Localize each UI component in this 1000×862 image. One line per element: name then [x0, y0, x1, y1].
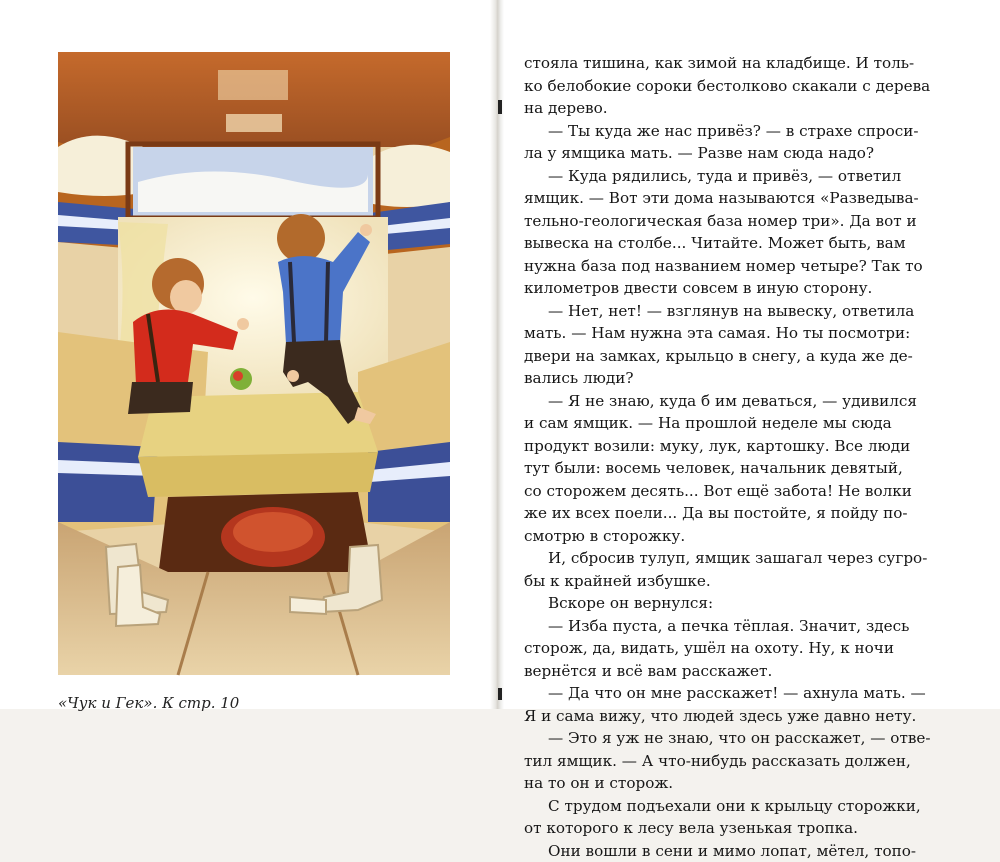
scan-artifact-mark [498, 688, 502, 700]
text-line: вернётся и всё вам расскажет. [524, 660, 964, 683]
text-line: тил ямщик. — А что-нибудь рассказать должен, [524, 750, 964, 773]
text-line: двери на замках, крыльцо в снегу, а куда же де- [524, 345, 964, 368]
paragraph [524, 165, 964, 300]
text-line: — Это я уж не знаю, что он расскажет, — отве- [524, 727, 964, 750]
paragraph [524, 300, 964, 390]
paragraph [524, 682, 964, 727]
text-line: — Ты куда же нас привёз? — в страхе спроси- [524, 120, 964, 143]
text-line: от которого к лесу вела узенькая тропка. [524, 817, 964, 840]
text-line: — Да что он мне расскажет! — ахнула мать. — [524, 682, 964, 705]
illustration-caption: «Чук и Гек». К стр. 10 [58, 694, 239, 712]
train-compartment-illustration [58, 52, 450, 675]
story-text [524, 52, 964, 862]
paragraph [524, 840, 964, 862]
text-line: ла у ямщика мать. — Разве нам сюда надо? [524, 142, 964, 165]
text-line: — Изба пуста, а печка тёплая. Значит, здесь [524, 615, 964, 638]
text-line: Они вошли в сени и мимо лопат, мётел, топо- [524, 840, 964, 862]
paragraph [524, 592, 964, 615]
text-line: стояла тишина, как зимой на кладбище. И толь- [524, 52, 964, 75]
text-line: — Я не знаю, куда б им деваться, — удивился [524, 390, 964, 413]
text-line: ко белобокие сороки бестолково скакали с дерева [524, 75, 964, 98]
paragraph [524, 120, 964, 165]
text-line: Вскоре он вернулся: [524, 592, 964, 615]
text-line: вались люди? [524, 367, 964, 390]
paragraph [524, 52, 964, 120]
text-line: на дерево. [524, 97, 964, 120]
right-page [494, 0, 1000, 709]
text-line: и сам ямщик. — На прошлой неделе мы сюда [524, 412, 964, 435]
text-line: ямщик. — Вот эти дома называются «Разведыва- [524, 187, 964, 210]
paragraph [524, 615, 964, 683]
text-line: тут были: восемь человек, начальник девятый, [524, 457, 964, 480]
text-line: бы к крайней избушке. [524, 570, 964, 593]
text-line: Я и сама вижу, что людей здесь уже давно нету. [524, 705, 964, 728]
text-line: на то он и сторож. [524, 772, 964, 795]
paragraph [524, 727, 964, 795]
text-line: продукт возили: муку, лук, картошку. Все люди [524, 435, 964, 458]
text-line: С трудом подъехали они к крыльцу сторожки, [524, 795, 964, 818]
text-line: И, сбросив тулуп, ямщик зашагал через сугро- [524, 547, 964, 570]
scan-artifact-mark [498, 100, 502, 114]
text-line: смотрю в сторожку. [524, 525, 964, 548]
text-line: сторож, да, видать, ушёл на охоту. Ну, к ночи [524, 637, 964, 660]
text-line: тельно-геологическая база номер три». Да вот и [524, 210, 964, 233]
paragraph [524, 390, 964, 548]
text-line: — Нет, нет! — взглянув на вывеску, ответила [524, 300, 964, 323]
paragraph [524, 547, 964, 592]
paragraph [524, 795, 964, 840]
text-line: — Куда рядились, туда и привёз, — ответил [524, 165, 964, 188]
left-page [0, 0, 494, 709]
text-line: же их всех поели... Да вы постойте, я пойду по- [524, 502, 964, 525]
text-line: со сторожем десять... Вот ещё забота! Не волки [524, 480, 964, 503]
text-line: нужна база под названием номер четыре? Так то [524, 255, 964, 278]
text-line: километров двести совсем в иную сторону. [524, 277, 964, 300]
text-line: мать. — Нам нужна эта самая. Но ты посмотри: [524, 322, 964, 345]
text-line: вывеска на столбе... Читайте. Может быть, вам [524, 232, 964, 255]
